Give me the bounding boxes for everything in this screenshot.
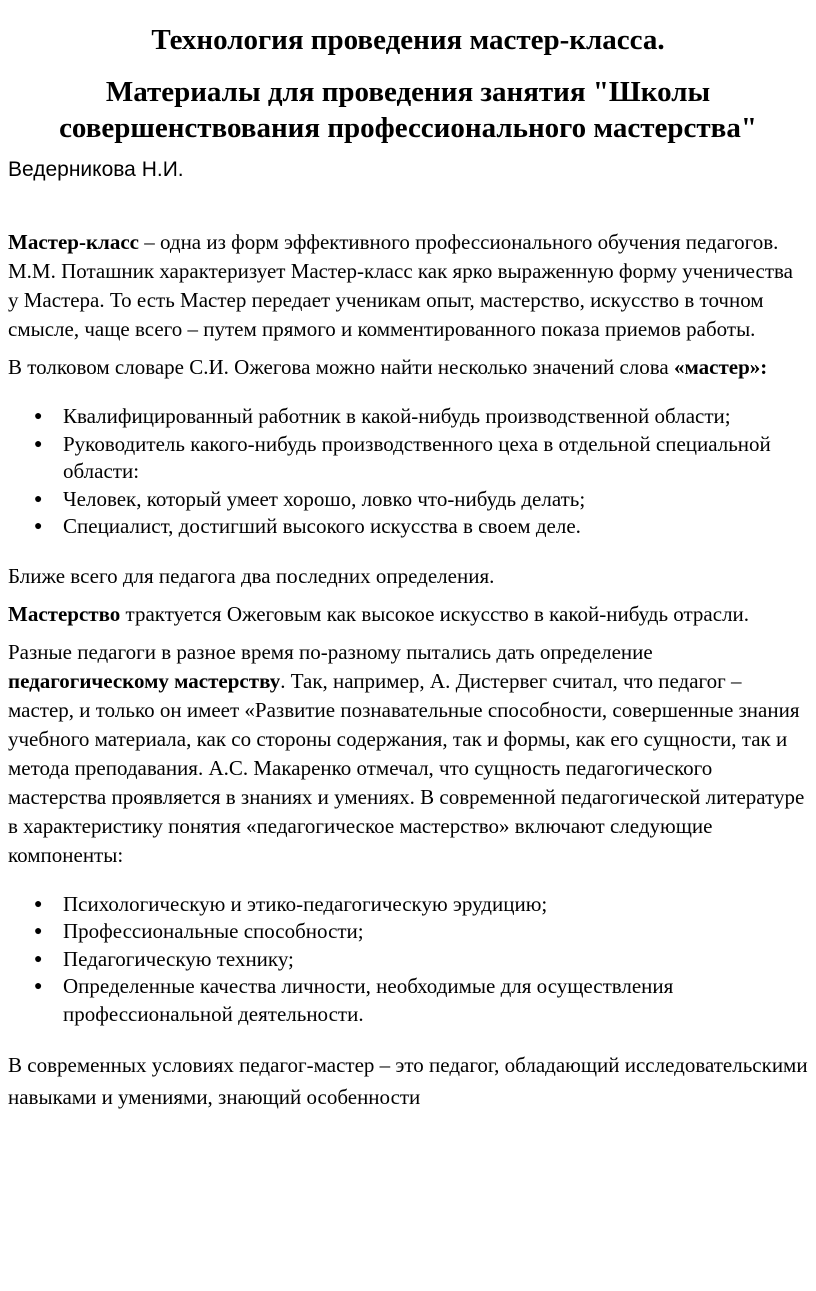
bullet-icon: ● [34,896,43,912]
list-item: ● Специалист, достигший высокого искусства в своем деле. [63,513,808,541]
bullet-icon: ● [34,491,43,507]
bullet-icon: ● [34,979,43,994]
paragraph-modern-conditions: В современных условиях педагог-мастер – это педагог, обладающий исследовательскими навыками и умениями, знающий особенности [8,1053,808,1109]
paragraph-mastery [8,600,808,629]
term-mastery: Мастерство [8,601,121,626]
list-item: ● Психологическую и этико-педагогическую эрудицию; [63,891,808,919]
paragraph-text: Разные педагоги в разное время по-разному пытались дать определение [8,639,653,664]
components-list [8,891,808,1029]
list-item: ● Определенные качества личности, необходимые для осуществления профессиональной деятельности. [34,974,674,1026]
list-item: ● Руководитель какого-нибудь производственного цеха в отдельной специальной области: [34,431,771,483]
author-name: Ведерникова Н.И. [8,158,184,181]
bullet-icon: ● [34,519,43,534]
paragraph-pedagogical-mastery [8,638,808,870]
list-item: ● Профессиональные способности; [63,918,808,946]
bullet-icon: ● [34,409,43,424]
definitions-list [8,403,808,541]
term-master: «мастер»: [673,355,768,379]
paragraph-dictionary [8,353,808,382]
paragraph-text: В толковом словаре С.И. Ожегова можно найти несколько значений слова [8,355,674,379]
document-title: Технология проведения мастер-класса. [151,24,665,56]
paragraph-master-class [8,228,808,344]
list-item: ● Квалифицированный работник в какой-нибудь производственной области; [63,403,808,431]
term-master-class: Мастер-класс [8,230,139,254]
list-item: ● Педагогическую технику; [63,946,808,974]
bullet-icon: ● [34,951,43,967]
paragraph-text: – одна из форм эффективного профессионального обучения педагогов. М.М. Поташник характеризует Мастер-класс как ярко выраженную форму ученичества у Мастера. То есть Мастер передает ученикам опыт, мастерство, искусство в точном смысле, чаще всего – путем прямого и комментированного показа приемов работы. [8,230,793,341]
document-subtitle: Материалы для проведения занятия "Школы совершенствования профессионального мастерства" [59,76,757,144]
list-item: ● Человек, который умеет хорошо, ловко что-нибудь делать; [63,486,808,514]
paragraph-closest: Ближе всего для педагога два последних определения. [8,563,495,588]
bullet-icon: ● [34,924,43,939]
bullet-icon: ● [34,436,43,452]
paragraph-text: . Так, например, А. Дистервег считал, что педагог – мастер, и только он имеет «Развитие познавательные способности, совершенные знания учебного материала, как со стороны содержания, так и формы, как его сущности, так и метода преподавания. А.С. Макаренко отмечал, что сущность педагогического мастерства проявляется в знаниях и умениях. В современной педагогической литературе в характеристику понятия «педагогическое мастерство» включают следующие компоненты: [8,668,805,867]
paragraph-text: трактуется Ожеговым как высокое искусство в какой-нибудь отрасли. [120,601,750,626]
term-pedagogical-mastery: педагогическому мастерству [8,668,281,693]
